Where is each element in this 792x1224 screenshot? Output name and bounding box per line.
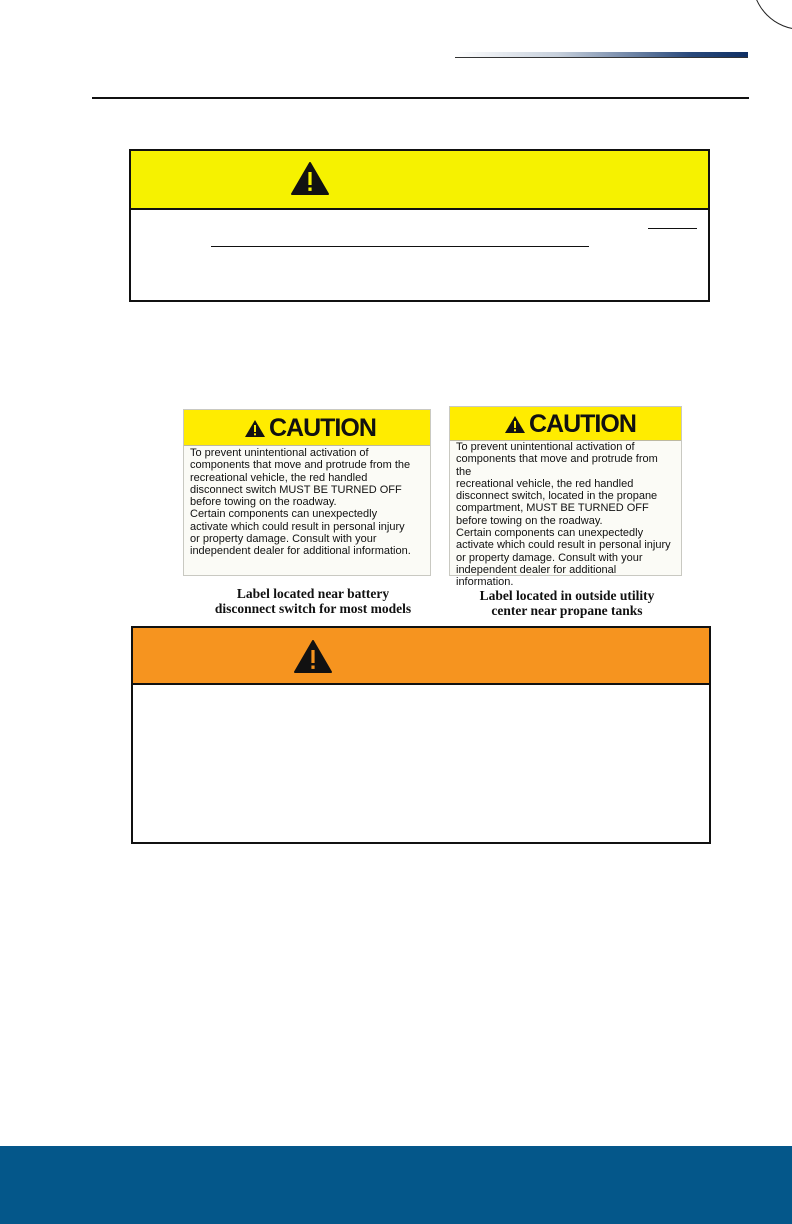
footer-band	[0, 1146, 792, 1224]
warning-triangle-icon	[244, 419, 266, 438]
page-corner-curve	[752, 0, 792, 30]
header-underline	[455, 57, 748, 58]
caution-label-title	[244, 412, 376, 445]
caution-body-underline	[648, 228, 697, 229]
caution-label-header	[184, 410, 430, 446]
label-caption: Label located near battery disconnect switch for most models	[214, 586, 412, 616]
caution-body-underline	[211, 246, 589, 247]
label-caption: Label located in outside utility center near propane tanks	[479, 588, 655, 618]
warning-triangle-icon	[504, 415, 526, 434]
caution-label-header	[450, 407, 681, 441]
warning-triangle-icon	[290, 161, 330, 196]
caution-notice-box	[129, 149, 710, 302]
caution-notice-header	[131, 151, 708, 210]
warning-notice-box	[131, 626, 711, 844]
caution-label-title-text: CAUTION	[269, 414, 376, 442]
caution-label-image	[449, 406, 682, 589]
caution-label-text: To prevent unintentional activation of components that move and protrude from the recreational vehicle, the red handled disconnect switch, located in the propane compartment, MUST BE TURNED OFF before towing on the roadway. Certain components can unexpectedly activate which could result in personal injury or property damage. Consult with your independent dealer for additional information.	[456, 441, 671, 589]
caution-label-title	[504, 408, 636, 441]
header-rule	[92, 97, 749, 99]
warning-notice-header	[133, 628, 709, 685]
caution-label-title-text: CAUTION	[529, 410, 636, 438]
caution-label-text: To prevent unintentional activation of components that move and protrude from the recreational vehicle, the red handled disconnect switch MUST BE TURNED OFF before towing on the roadway. Certain components can unexpectedly activate which could result in personal injury or property damage. Consult with your independent dealer for additional information.	[190, 447, 411, 558]
warning-triangle-icon	[293, 639, 333, 674]
caution-label-image	[183, 409, 431, 576]
